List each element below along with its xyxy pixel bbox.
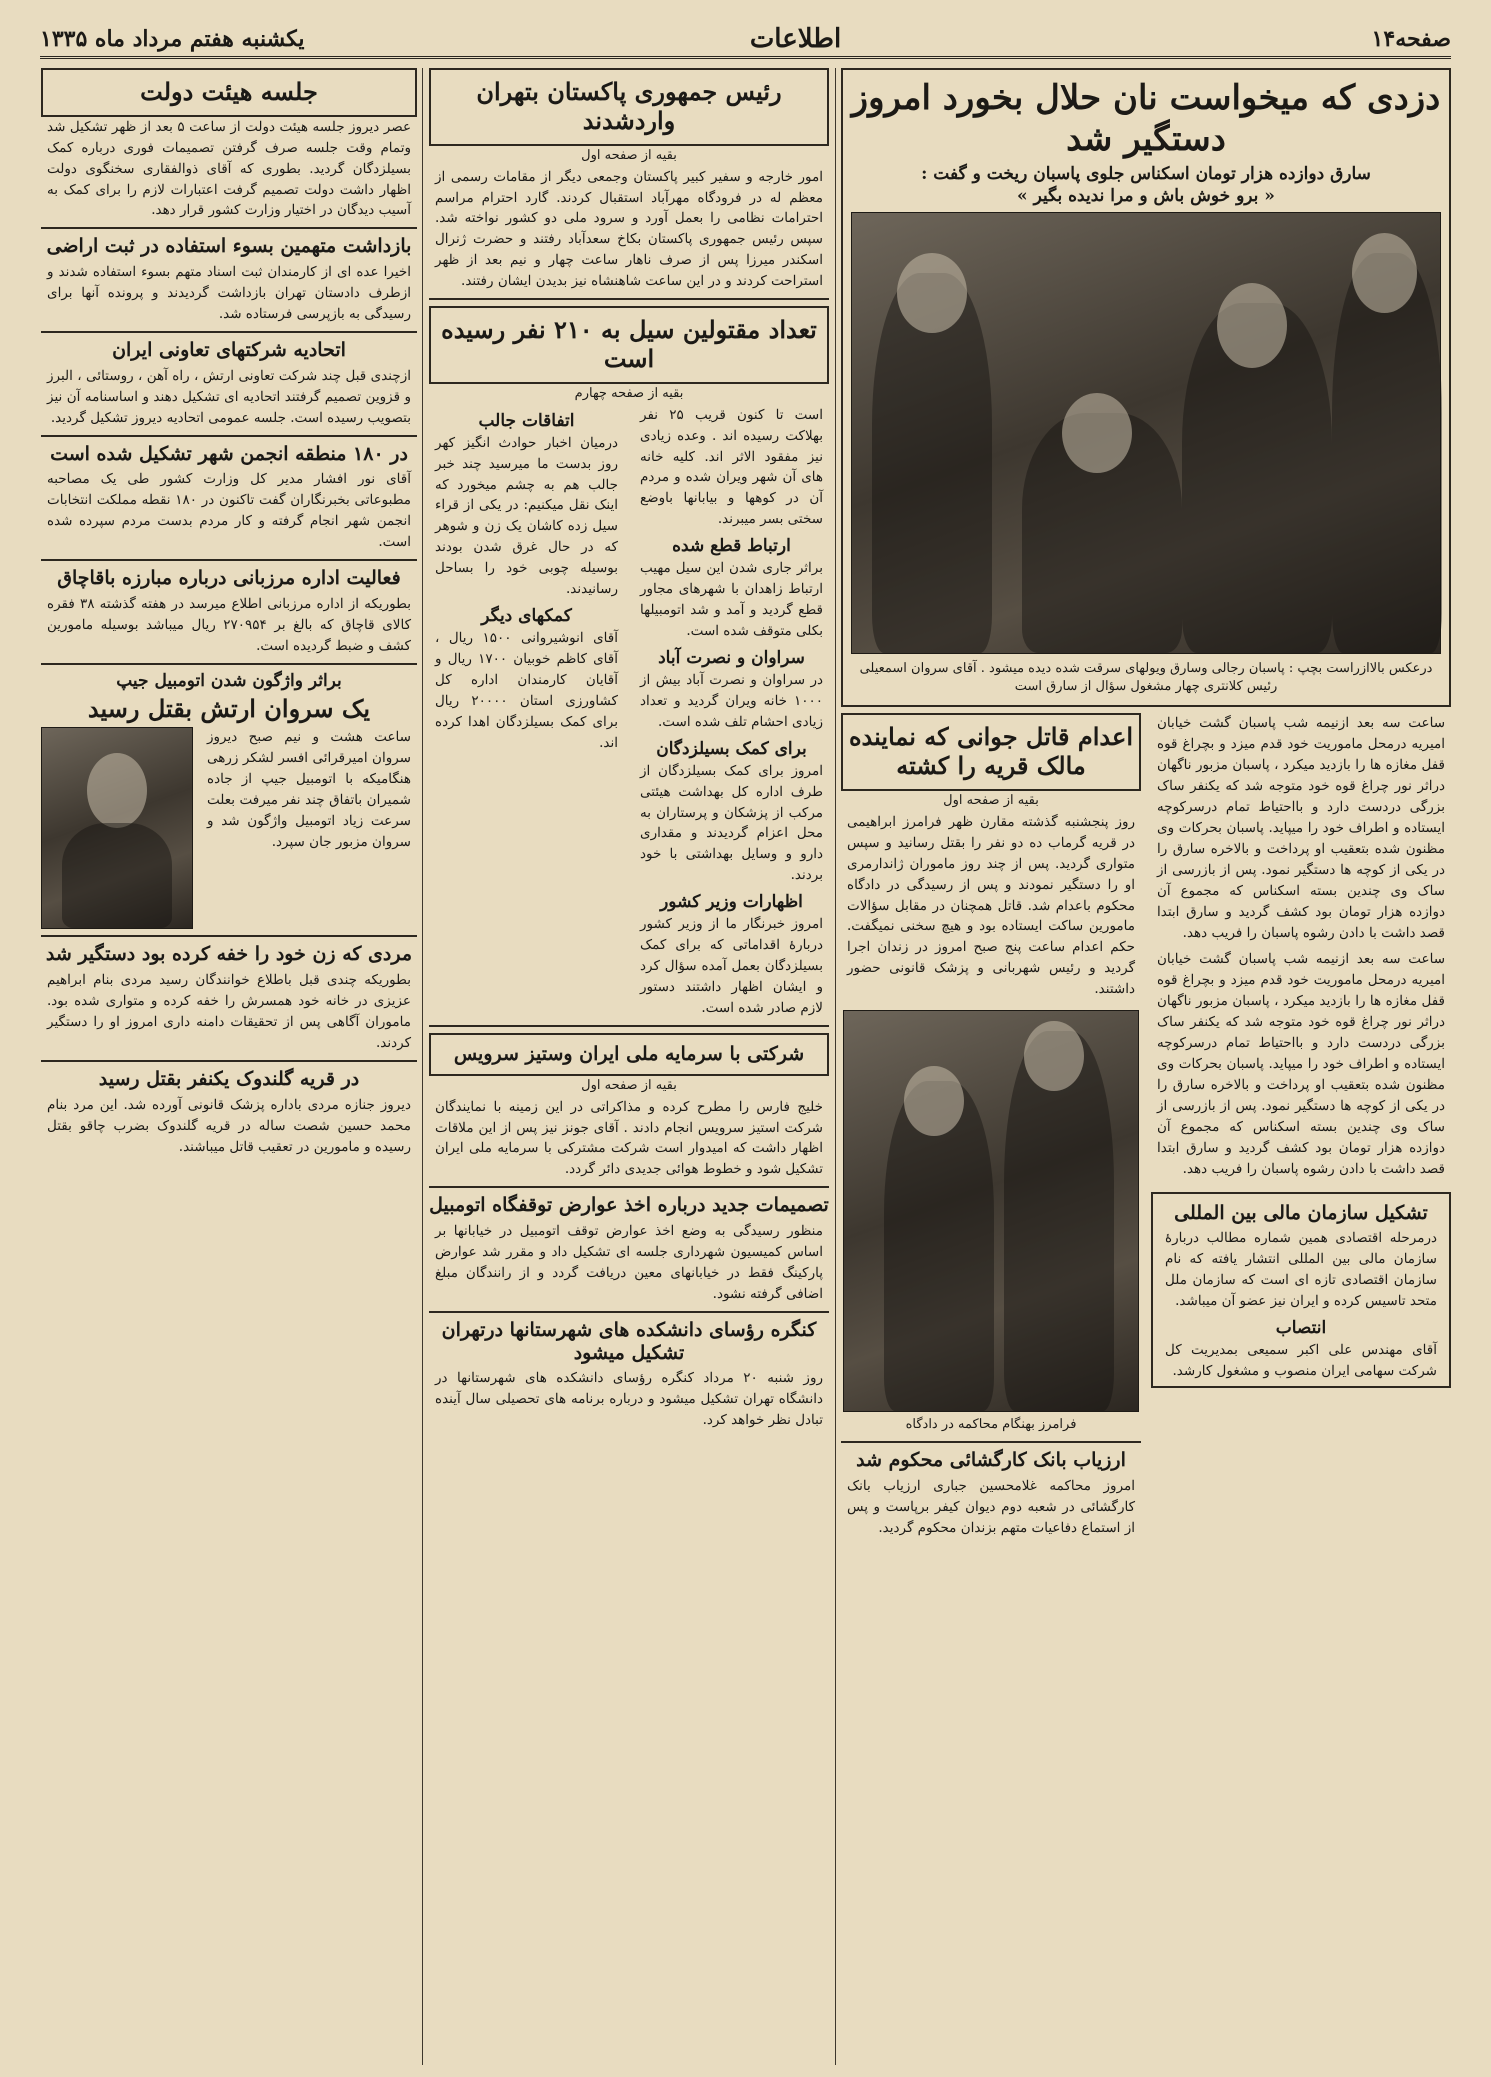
coop-body: ازچندی قبل چند شرکت تعاونی ارتش ، راه آهن ، روستائی ، البرز و قزوین تصمیم گرفتند اتحادیه ای تشکیل دهند و اساسنامه آن نیز بتصویب رسیده است. جلسه عمومی اتحادیه دیروز تشکیل گردید.	[47, 367, 411, 426]
flood-headline-box	[429, 306, 829, 384]
photo-face	[1024, 1021, 1084, 1091]
divider	[41, 1060, 417, 1062]
land-body: اخیرا عده ای از کارمندان ثبت اسناد متهم بسوء استفاده شدند و ازطرف دادستان تهران بازداشت گردیدند و پرونده آنها برای رسیدگی به بازپرسی فرستاده شد.	[47, 264, 411, 323]
theft-body: ساعت سه بعد ازنیمه شب پاسبان گشت خیابان امیریه درمحل ماموریت خود قدم میزد و بچراغ قوه قفل مغازه ها را بازدید میکرد ، پاسبان مزبور ناگهان دراثر نور چراغ قوه خود متوجه شد که یکنفر ساک بزرگی دردست دارد و بااحتیاط تمام درسرکوچه ایستاده و اطراف خود را میپاید. پاسبان بحرکات وی مظنون شده بتعقیب او پرداخت و بالاخره سارق را در یکی از کوچه ها دستگیر نمود. پس از بازرسی از ساک وی چندین بسته اسکناس که مجموع آن دوازده هزار تومان بود کشف گردید و سارق ابتدا قصد داشت با دادن رشوه پاسبان را فریب دهد.	[1157, 715, 1445, 941]
theft-article	[841, 68, 1451, 707]
appraiser-headline: ارزیاب بانک کارگشائی محکوم شد	[856, 1449, 1126, 1472]
jeep-headline: یک سروان ارتش بقتل رسید	[87, 693, 371, 723]
flood-section-title: سراوان و نصرت آباد	[658, 647, 805, 668]
masthead	[40, 22, 1451, 59]
appointment-body: آقای مهندس علی اکبر سمیعی بمدیریت کل شرکت سهامی ایران منصوب و مشغول کارشد.	[1165, 1342, 1437, 1379]
pakistan-continued: بقیه از صفحه اول	[581, 147, 677, 163]
pakistan-headline: رئیس جمهوری پاکستان بتهران واردشدند	[476, 77, 782, 135]
photo-face	[897, 253, 967, 333]
divider	[429, 1186, 829, 1188]
portrait-figure	[62, 823, 172, 928]
theft-subhead: سارق دوازده هزار تومان اسکناس جلوی پاسبان ریخت و گفت :	[921, 163, 1371, 184]
divider	[41, 227, 417, 229]
photo-face	[904, 1066, 964, 1136]
column-right	[841, 68, 1451, 2065]
execution-body: روز پنجشنبه گذشته مقارن ظهر فرامرز ابراهیمی در قریه گرماب ده دو نفر را بقتل رسانید و سپس متواری گردید. پس از چند روز ماموران ژاندارمری او را دستگیر نمودند و پس از رسیدگی در دادگاه محکوم باعدام شد. قاتل همچنان در مقابل سؤالات مامورین ساکت ایستاده بود و هیچ سخنی نمیگفت. حکم اعدام ساعت پنج صبح امروز در زندان اجرا گردید و رئیس شهربانی و پزشک قانونی حضور داشتند.	[847, 813, 1135, 998]
column-separator	[422, 68, 423, 2065]
smuggling-body: بطوریکه از اداره مرزبانی اطلاع میرسد در هفته گذشته ۳۸ فقره کالای قاچاق که بالغ بر ۲۷۰۹۵۴ ریال میباشد بوسیله مامورین کشف و ضبط گردیده است.	[47, 595, 411, 654]
flood-section-body: درمیان اخبار حوادث انگیز کهر روز بدست ما میرسید چند خبر جالب هم به چشم میخورد که اینک نقل میکنیم: در یکی از قراء سیل زده کاشان یک زن و شوهر که در حال غرق شدن بودند بوسیله چوبی خود را بساحل رسانیدند.	[435, 434, 618, 598]
photo-figure	[1332, 253, 1442, 653]
flood-section-title: ارتباط قطع شده	[672, 536, 791, 557]
flood-section-title: اظهارات وزیر کشور	[660, 892, 803, 913]
air-continued: بقیه از صفحه اول	[581, 1077, 677, 1093]
air-body: خلیج فارس را مطرح کرده و مذاکراتی در این زمینه با نمایندگان شرکت استیز سرویس انجام دادند . آقای جونز نیز پس از این ملاقات اظهار داشت که امیدوار است شرکت مشترکی با سرمایه ملی ایران تشکیل شود و خطوط هوائی جدیدی دائر گردد.	[435, 1098, 823, 1178]
appraiser-body: امروز محاکمه غلامحسین جباری ارزیاب بانک کارگشائی در شعبه دوم دیوان کیفر برپاست و پس از استماع دفاعیات متهم بزندان محکوم گردید.	[847, 1477, 1135, 1536]
column-separator	[835, 68, 836, 2065]
divider	[41, 559, 417, 561]
parking-headline: تصمیمات جدید درباره اخذ عوارض توقفگاه اتومبیل	[429, 1194, 829, 1217]
officer-portrait	[41, 727, 193, 929]
flood-section-body: امروز خبرنگار ما از وزیر کشور دربارۀ اقداماتی که برای کمک بسیلزدگان بعمل آمده سؤال کرد و ایشان اظهار داشتند دستور لازم صادر شده است.	[640, 916, 823, 1016]
flood-columns	[429, 405, 829, 1019]
theft-quote: « برو خوش باش و مرا ندیده بگیر »	[1017, 185, 1275, 206]
photo-face	[1352, 233, 1417, 313]
flood-section-title: اتفاقات جالب	[478, 410, 575, 431]
flood-section-title: کمکهای دیگر	[481, 606, 572, 627]
jeep-body: ساعت هشت و نیم صبح دیروز سروان امیرقرائی افسر لشکر زرهی هنگامیکه با اتومبیل جیپ از جاده شمیران باتفاق چند نفر میرفت بعلت سرعت زیاد اتومبیل واژگون شد و سروان مزبور جان سپرد.	[207, 729, 411, 850]
cabinet-headline: جلسه هیئت دولت	[140, 77, 318, 106]
theft-photo-caption: درعکس بالاازراست بچپ : پاسبان رجالی وسارق ویولهای سرقت شده دیده میشود . آقای سروان اسمعیلی رئیس کلانتری چهار مشغول سؤال از سارق است	[859, 660, 1433, 695]
flood-headline: تعداد مقتولین سیل به ۲۱۰ نفر رسیده است	[441, 315, 817, 373]
theft-continuation	[1151, 713, 1451, 2065]
air-headline: شرکتی با سرمایه ملی ایران وستیز سرویس	[453, 1042, 805, 1065]
man-body: بطوریکه چندی قبل باطلاع خوانندگان رسید مردی بنام ابراهیم عزیزی در خانه خود همسرش را خفه کرده و متواری شده بود. ماموران آگاهی پس از تحقیقات دامنه داری امروز او را دستگیر کردند.	[47, 972, 411, 1051]
execution-headline-box	[841, 713, 1141, 791]
coop-headline: اتحادیه شرکتهای تعاونی ایران	[112, 338, 346, 361]
execution-photo-caption: فرامرز بهنگام محاکمه در دادگاه	[905, 1417, 1077, 1433]
land-headline: بازداشت متهمین بسوء استفاده در ثبت اراضی	[46, 235, 412, 258]
execution-continued: بقیه از صفحه اول	[943, 792, 1039, 808]
cabinet-headline-box	[41, 68, 417, 117]
flood-body: است تا کنون قریب ۲۵ نفر بهلاکت رسیده اند . وعده زیادی نیز مفقود الاثر اند. کلیه خانه های آن شهر ویران شده و مردم آن در کوهها و بیابانها باوضع سختی بسر میبرند.	[640, 406, 823, 528]
flood-section-body: در سراوان و نصرت آباد بیش از ۱۰۰۰ خانه ویران گردید و تعداد زیادی احشام تلف شده است.	[640, 671, 823, 730]
divider	[429, 1025, 829, 1027]
congress-headline: کنگره رؤسای دانشکده های شهرستانها درتهران تشکیل میشود	[441, 1318, 817, 1364]
man-headline: مردی که زن خود را خفه کرده بود دستگیر شد	[45, 943, 413, 966]
flood-section-body: براثر جاری شدن این سیل مهیب ارتباط زاهدان با شهرهای مجاور قطع گردید و آمد و شد اتومبیلها بکلی متوقف شده است.	[640, 560, 823, 640]
photo-face	[1062, 393, 1132, 473]
air-headline-box	[429, 1033, 829, 1076]
flood-section-title: برای کمک بسیلزدگان	[656, 738, 807, 759]
theft-photo	[851, 212, 1441, 654]
execution-photo	[843, 1010, 1139, 1412]
chamber-headline: در ۱۸۰ منطقه انجمن شهر تشکیل شده است	[50, 442, 408, 465]
parking-body: منظور رسیدگی به وضع اخذ عوارض توقف اتومبیل در خیابانها بر اساس کمیسیون شهرداری جلسه ای تشکیل داد و مقرر شد عوارض پارکینگ فقط در خیابانهای معین دریافت گردد و از رانندگان مبلغ اضافی گرفته نشود.	[435, 1223, 823, 1302]
pakistan-body: امور خارجه و سفیر کبیر پاکستان وجمعی دیگر از مقامات رسمی از معظم له در فرودگاه مهرآباد استقبال کردند. گارد احترام مراسم احترامات نظامی را بعمل آورد و سرود ملی دو کشور نواخته شد. سپس رئیس جمهوری پاکستان بکاخ سعدآباد رفتند و حضرت ژنرال اسکندر میرزا پس از صرف ناهار ساعت چهار و نیم بعد از ظهر استراحت کردند و در این ساعت شاهنشاه نیز بدیدن ایشان رفتند.	[435, 168, 823, 290]
flood-continued: بقیه از صفحه چهارم	[574, 385, 684, 401]
page-number: صفحه۱۴	[1371, 26, 1451, 52]
photo-face	[1217, 283, 1287, 368]
pakistan-article	[429, 68, 829, 146]
paper-name: اطلاعات	[749, 24, 842, 54]
jeep-content	[41, 727, 417, 929]
chamber-body: آقای نور افشار مدیر کل وزارت کشور طی یک مصاحبه مطبوعاتی بخبرنگاران گفت تاکنون در ۱۸۰ نقطه مملکت انتخابات انجمن شهر انجام گرفته و کار مردم بدست مردم سپرده شده است.	[47, 471, 411, 551]
divider	[41, 331, 417, 333]
village-headline: در قریه گلندوک یکنفر بقتل رسید	[98, 1067, 360, 1090]
column-middle	[429, 68, 829, 2065]
divider	[41, 663, 417, 665]
sazman-headline: تشکیل سازمان مالی بین المللی	[1174, 1201, 1428, 1224]
theft-headline: دزدی که میخواست نان حلال بخورد امروز دستگیر شد	[851, 78, 1441, 159]
theft-body-more: ساعت سه بعد ازنیمه شب پاسبان گشت خیابان امیریه درمحل ماموریت خود قدم میزد و بچراغ قوه قفل مغازه ها را بازدید میکرد ، پاسبان مزبور ناگهان دراثر نور چراغ قوه خود متوجه شد که یکنفر ساک بزرگی دردست دارد و بااحتیاط تمام درسرکوچه ایستاده و اطراف خود را میپاید. پاسبان بحرکات وی مظنون شده بتعقیب او پرداخت و بالاخره سارق را در یکی از کوچه ها دستگیر نمود. پس از بازرسی از ساک وی چندین بسته اسکناس که مجموع آن دوازده هزار تومان بود کشف گردید و سارق ابتدا قصد داشت با دادن رشوه پاسبان را فریب دهد.	[1157, 951, 1445, 1177]
execution-article	[841, 713, 1141, 2065]
execution-headline: اعدام قاتل جوانی که نماینده مالک قریه را کشته	[848, 722, 1133, 781]
column-right-lower	[841, 713, 1451, 2065]
smuggling-headline: فعالیت اداره مرزبانی درباره مبارزه باقاچاق	[57, 567, 401, 590]
sazman-article	[1151, 1192, 1451, 1388]
divider	[841, 1441, 1141, 1443]
flood-col-right	[634, 405, 829, 1019]
cabinet-body: عصر دیروز جلسه هیئت دولت از ساعت ۵ بعد از ظهر تشکیل شد وتمام وقت جلسه صرف گرفتن تصمیمات فوری درباره کمک بسیلزدگان گردید. بطوری که آقای ذوالفقاری سخنگوی دولت اظهار داشت دولت تصمیم گرفت اعتبارات لازم را برای کمک به آسیب دیدگان در اختیار وزارت کشور قرار دهد.	[47, 118, 411, 219]
flood-section-body: آقای انوشیروانی ۱۵۰۰ ریال ، آقای کاظم خوبیان ۱۷۰۰ ریال و آقایان کارمندان اداره کل کشاورزی استان ۲۰۰۰۰ ریال برای کمک بسیلزدگان اهدا کرده اند.	[435, 630, 618, 751]
portrait-face	[87, 753, 147, 828]
article-grid	[40, 68, 1451, 2065]
jeep-kicker: براثر واژگون شدن اتومبیل جیپ	[116, 670, 342, 691]
village-body: دیروز جنازه مردی باداره پزشک قانونی آورده شد. این مرد بنام محمد حسین شصت ساله در قریه گلندوک بضرب چاقو بقتل رسیده و مامورین در تعقیب قاتل میباشند.	[47, 1096, 411, 1155]
flood-col-left	[429, 405, 624, 1019]
flood-section-body: امروز برای کمک بسیلزدگان از طرف اداره کل بهداشت هیئتی مرکب از پزشکان و پرستاران به محل اعزام گردیدند و مقداری دارو و وسایل بهداشتی با خود بردند.	[640, 762, 823, 884]
congress-body: روز شنبه ۲۰ مرداد کنگره رؤسای دانشکده های شهرستانها در دانشگاه تهران تشکیل میشود و درباره برنامه های تحصیلی سال آینده تبادل نظر خواهد کرد.	[435, 1370, 823, 1429]
divider	[429, 1311, 829, 1313]
divider	[41, 935, 417, 937]
divider	[429, 298, 829, 300]
column-left	[41, 68, 417, 2065]
appointment-headline: انتصاب	[1275, 1318, 1327, 1339]
sazman-body: درمرحله اقتصادی همین شماره مطالب دربارۀ سازمان مالی بین المللی انتشار یافته که نام سازمان اقتصادی تازه ای است که سازمان ملل متحد تاسیس کرده و ایران نیز عضو آن میباشد.	[1165, 1230, 1437, 1310]
divider	[41, 435, 417, 437]
issue-date: یکشنبه هفتم مرداد ماه ۱۳۳۵	[40, 26, 305, 52]
